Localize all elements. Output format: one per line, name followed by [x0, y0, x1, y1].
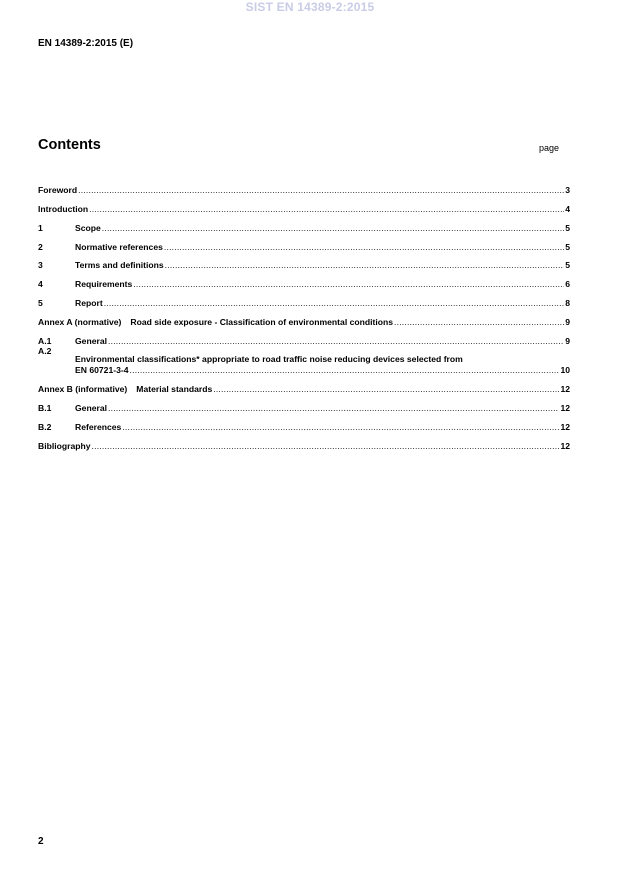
- leader-dots: [108, 336, 564, 346]
- toc-title: References: [75, 421, 122, 432]
- toc-number: 2: [38, 241, 43, 252]
- toc-page: 10: [560, 365, 570, 376]
- leader-dots: [89, 204, 564, 214]
- toc-entry-a1-general[interactable]: [38, 327, 570, 346]
- table-of-contents: [38, 176, 570, 451]
- toc-title: Road side exposure - Classification of environmental conditions: [130, 317, 394, 328]
- toc-page: 5: [565, 260, 570, 271]
- toc-page: 6: [565, 279, 570, 290]
- toc-title: Normative references: [75, 241, 163, 252]
- toc-page: 3: [565, 184, 570, 195]
- leader-dots: [130, 365, 560, 375]
- toc-entry-b1-general[interactable]: [38, 394, 570, 413]
- page-number: 2: [38, 836, 44, 847]
- toc-entry-b2-references[interactable]: [38, 413, 570, 432]
- leader-dots: [122, 422, 559, 432]
- toc-number: 3: [38, 260, 43, 271]
- toc-entry-a2-environmental-classifications[interactable]: [38, 346, 570, 375]
- annex-label: Annex B (informative): [38, 383, 128, 394]
- watermark: SIST EN 14389-2:2015: [245, 0, 375, 14]
- toc-entry-requirements[interactable]: [38, 270, 570, 289]
- leader-dots: [394, 317, 564, 327]
- toc-number: 1: [38, 222, 43, 233]
- toc-entry-terms-and-definitions[interactable]: [38, 252, 570, 271]
- annex-label: Annex A (normative): [38, 317, 122, 328]
- toc-entry-foreword[interactable]: [38, 176, 570, 195]
- toc-entry-normative-references[interactable]: [38, 233, 570, 252]
- toc-title-line1: Environmental classifications* appropriate to road traffic noise reducing devices selected from: [75, 354, 463, 365]
- toc-title-block: [75, 354, 570, 375]
- toc-entry-annex-b[interactable]: [38, 375, 570, 394]
- toc-title: Foreword: [38, 184, 78, 195]
- leader-dots: [133, 279, 564, 289]
- document-id: EN 14389-2:2015 (E): [38, 38, 134, 49]
- toc-title: Bibliography: [38, 440, 91, 451]
- toc-number: 4: [38, 279, 43, 290]
- leader-dots: [104, 298, 565, 308]
- leader-dots: [108, 403, 559, 413]
- toc-number: A.2: [38, 346, 52, 357]
- toc-entry-report[interactable]: [38, 289, 570, 308]
- toc-page: 12: [560, 421, 570, 432]
- leader-dots: [78, 185, 564, 195]
- toc-title-line2: EN 60721-3-4: [75, 365, 129, 376]
- toc-number: 5: [38, 298, 43, 309]
- toc-number: B.2: [38, 421, 52, 432]
- leader-dots: [165, 260, 565, 270]
- toc-page: 9: [565, 317, 570, 328]
- toc-title: Terms and definitions: [75, 260, 164, 271]
- toc-page: 4: [565, 203, 570, 214]
- toc-page: 5: [565, 241, 570, 252]
- toc-title-line2-row: [75, 365, 570, 375]
- toc-title: General: [75, 402, 108, 413]
- toc-number: B.1: [38, 402, 52, 413]
- leader-dots: [213, 384, 559, 394]
- toc-page: 8: [565, 298, 570, 309]
- toc-entry-introduction[interactable]: [38, 195, 570, 214]
- toc-title: Material standards: [136, 383, 213, 394]
- leader-dots: [102, 223, 564, 233]
- toc-title: Introduction: [38, 203, 89, 214]
- toc-number: A.1: [38, 336, 52, 347]
- contents-title: Contents: [38, 137, 101, 153]
- toc-title: Report: [75, 298, 103, 309]
- toc-title: Scope: [75, 222, 101, 233]
- leader-dots: [92, 441, 560, 451]
- toc-entry-bibliography[interactable]: [38, 432, 570, 451]
- toc-page: 5: [565, 222, 570, 233]
- toc-title: Requirements: [75, 279, 133, 290]
- toc-title: General: [75, 336, 108, 347]
- toc-page: 9: [565, 336, 570, 347]
- toc-page: 12: [560, 440, 570, 451]
- toc-page: 12: [560, 402, 570, 413]
- toc-page: 12: [560, 383, 570, 394]
- toc-entry-scope[interactable]: [38, 214, 570, 233]
- toc-entry-annex-a[interactable]: [38, 308, 570, 327]
- leader-dots: [164, 242, 564, 252]
- page-column-label: page: [539, 143, 560, 153]
